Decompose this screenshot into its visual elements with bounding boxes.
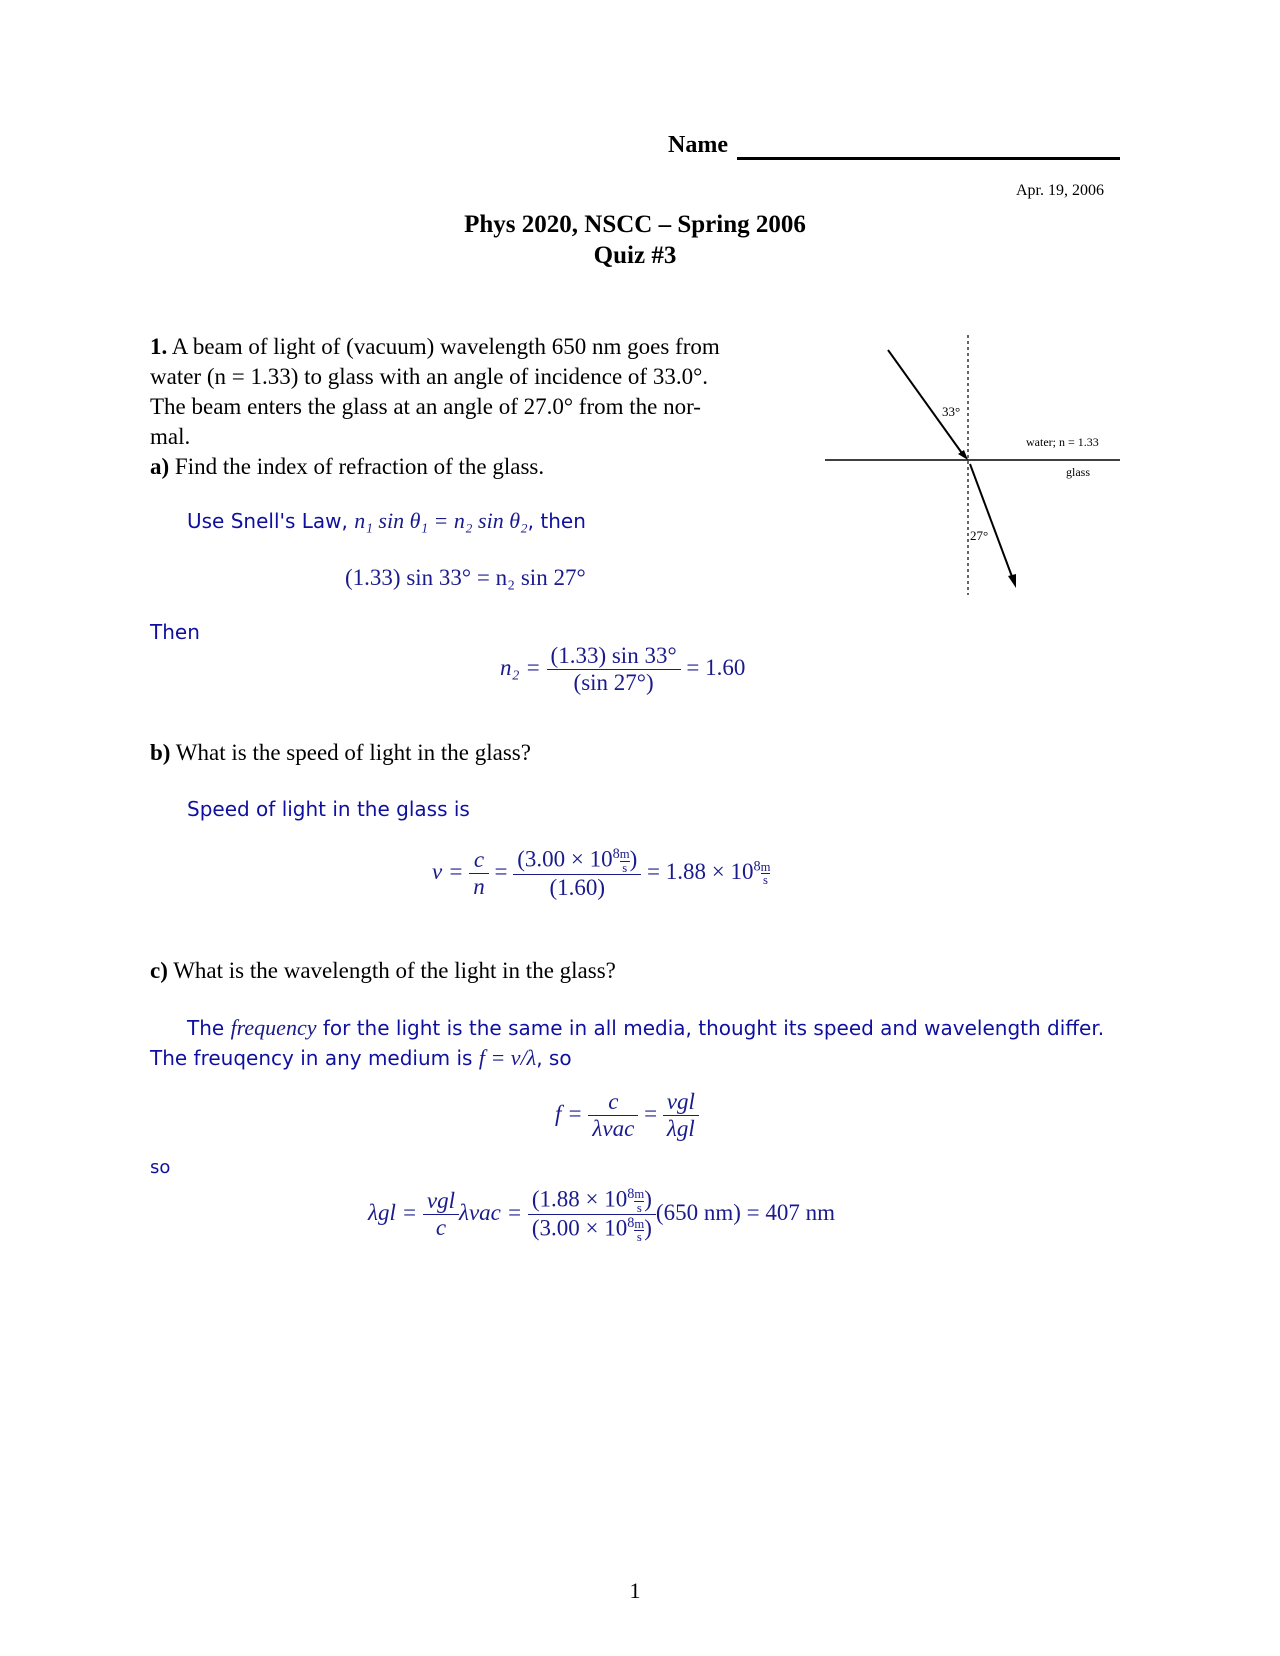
problem-number: 1. <box>150 334 168 359</box>
frequency-equation <box>555 1089 699 1142</box>
n2-numerator: (1.33) sin 33° <box>547 643 681 670</box>
lam-f2-num-text: (1.88 × 10 <box>531 1186 628 1212</box>
page-number: 1 <box>629 1578 641 1603</box>
speed-f2-num <box>513 846 641 875</box>
problem-line-1: A beam of light of (vacuum) wavelength 650 nm goes from <box>171 334 720 359</box>
speed-f2-unit <box>620 848 630 874</box>
f-fraction-1 <box>588 1089 638 1142</box>
part-c-text: What is the wavelength of the light in the glass? <box>173 958 616 983</box>
freq-intro2-b: , so <box>536 1046 572 1070</box>
part-c <box>150 958 616 984</box>
speed-f1-num: c <box>469 847 489 874</box>
speed-f2-close: ) <box>629 846 638 872</box>
incident-arrowhead <box>958 450 968 460</box>
refracted-ray <box>970 464 1014 582</box>
f-f1-den: λvac <box>592 1116 635 1141</box>
speed-result-unit <box>761 861 771 887</box>
speed-f1-den: n <box>473 874 485 900</box>
lam-f2-den-exp: 8 <box>627 1215 635 1232</box>
n2-denominator: (sin 27°) <box>573 670 654 695</box>
lam-f1-num: vgl <box>423 1188 459 1215</box>
lam-f2-den-unit <box>634 1218 644 1244</box>
lam-f2-num-unit-n: m <box>634 1187 645 1202</box>
wavelength-equation <box>368 1186 835 1244</box>
f-f2-num: vgl <box>663 1089 699 1116</box>
freq-intro-b: for the light is the same in all media, thought its speed and wavelength differ. <box>322 1016 1105 1040</box>
lam-result: (650 nm) = 407 nm <box>655 1200 835 1226</box>
part-c-label: c) <box>150 958 168 983</box>
speed-eq: = <box>494 859 508 884</box>
lam-vac: λvac = <box>458 1200 523 1226</box>
course-title: Phys 2020, NSCC – Spring 2006 <box>464 211 806 238</box>
medium-top-label: water; n = 1.33 <box>1026 435 1099 449</box>
speed-f2-exp: 8 <box>612 846 620 862</box>
freq-word: frequency <box>230 1015 317 1040</box>
lam-f2-num-unit-d: s <box>636 1200 642 1215</box>
angle-incident-label: 33° <box>942 404 961 419</box>
f-f1-num: c <box>588 1089 638 1116</box>
snell-intro-suffix: , then <box>527 509 586 533</box>
problem-line-3: The beam enters the glass at an angle of 27.0° from the nor- <box>150 394 701 419</box>
speed-result-unit-n: m <box>760 859 771 874</box>
freq-intro-a: The <box>187 1016 225 1040</box>
problem-line-2: water (n = 1.33) to glass with an angle of incidence of 33.0°. <box>150 364 709 389</box>
lam-f2-den-text: (3.00 × 10 <box>531 1215 628 1241</box>
lam-f2-den-unit-d: s <box>636 1230 642 1245</box>
f-f2-den: λgl <box>666 1116 695 1141</box>
problem-line-4: mal. <box>150 424 191 449</box>
quiz-title: Quiz #3 <box>593 242 677 269</box>
snell-substituted: (1.33) sin 33° = n₂ sin 27° <box>345 565 586 590</box>
lam-f2-den-close: ) <box>644 1215 652 1241</box>
f-fraction-2 <box>663 1089 699 1142</box>
freq-eq-inline: f = v/λ <box>478 1045 537 1070</box>
lam-f2-den <box>528 1215 656 1243</box>
speed-f2-num-text: (3.00 × 10 <box>517 846 613 872</box>
speed-fraction-1 <box>469 847 489 900</box>
lam-f2-num <box>528 1186 656 1215</box>
name-label: Name <box>668 132 728 158</box>
n2-lhs: n₂ = <box>500 654 541 680</box>
lam-f2-num-unit <box>634 1188 644 1214</box>
snell-equation: n₁ sin θ₁ = n₂ sin θ₂ <box>354 508 528 533</box>
lam-f2-num-close: ) <box>644 1186 652 1212</box>
speed-f2-unit-n: m <box>619 847 630 862</box>
speed-fraction-2 <box>513 846 641 901</box>
lam-f1-den: c <box>435 1215 447 1241</box>
date: Apr. 19, 2006 <box>1016 182 1104 199</box>
speed-result-exp: 8 <box>753 858 761 875</box>
n2-fraction <box>547 643 681 696</box>
n2-equation <box>500 643 745 696</box>
part-a-text: Find the index of refraction of the glass. <box>174 454 545 479</box>
lam-f2-num-exp: 8 <box>627 1186 635 1202</box>
speed-lhs: v = <box>432 859 464 884</box>
speed-intro: Speed of light in the glass is <box>187 797 470 821</box>
freq-intro2-a: The freuqency in any medium is <box>150 1046 473 1070</box>
then-label: Then <box>150 620 200 644</box>
frequency-intro-line-2 <box>150 1045 572 1071</box>
incident-ray <box>888 350 964 456</box>
refracted-arrowhead <box>1008 574 1016 588</box>
part-b-text: What is the speed of light in the glass? <box>175 740 531 765</box>
medium-bottom-label: glass <box>1066 465 1090 479</box>
speed-result-unit-d: s <box>763 873 768 888</box>
f-eq: = <box>644 1100 658 1126</box>
refraction-diagram <box>820 330 1140 600</box>
problem-statement <box>150 332 810 482</box>
snell-intro <box>187 508 586 534</box>
lam-lhs: λgl = <box>368 1200 418 1226</box>
n2-result: = 1.60 <box>686 654 746 680</box>
lam-fraction-2 <box>528 1186 656 1244</box>
speed-f2-den: (1.60) <box>549 875 606 901</box>
snell-intro-prefix: Use Snell's Law, <box>187 509 348 533</box>
lam-fraction-1 <box>423 1188 459 1241</box>
speed-equation <box>432 846 770 901</box>
lam-f2-den-unit-n: m <box>634 1216 645 1231</box>
f-lhs: f = <box>555 1100 583 1126</box>
speed-result: = 1.88 × 10 <box>647 859 754 884</box>
part-b <box>150 740 531 766</box>
speed-f2-unit-d: s <box>622 860 628 875</box>
part-a-label: a) <box>150 454 170 479</box>
so-label: so <box>150 1157 171 1178</box>
name-line <box>737 157 1120 160</box>
angle-refracted-label: 27° <box>970 528 989 543</box>
frequency-intro-line-1 <box>187 1015 1104 1041</box>
part-b-label: b) <box>150 740 171 765</box>
